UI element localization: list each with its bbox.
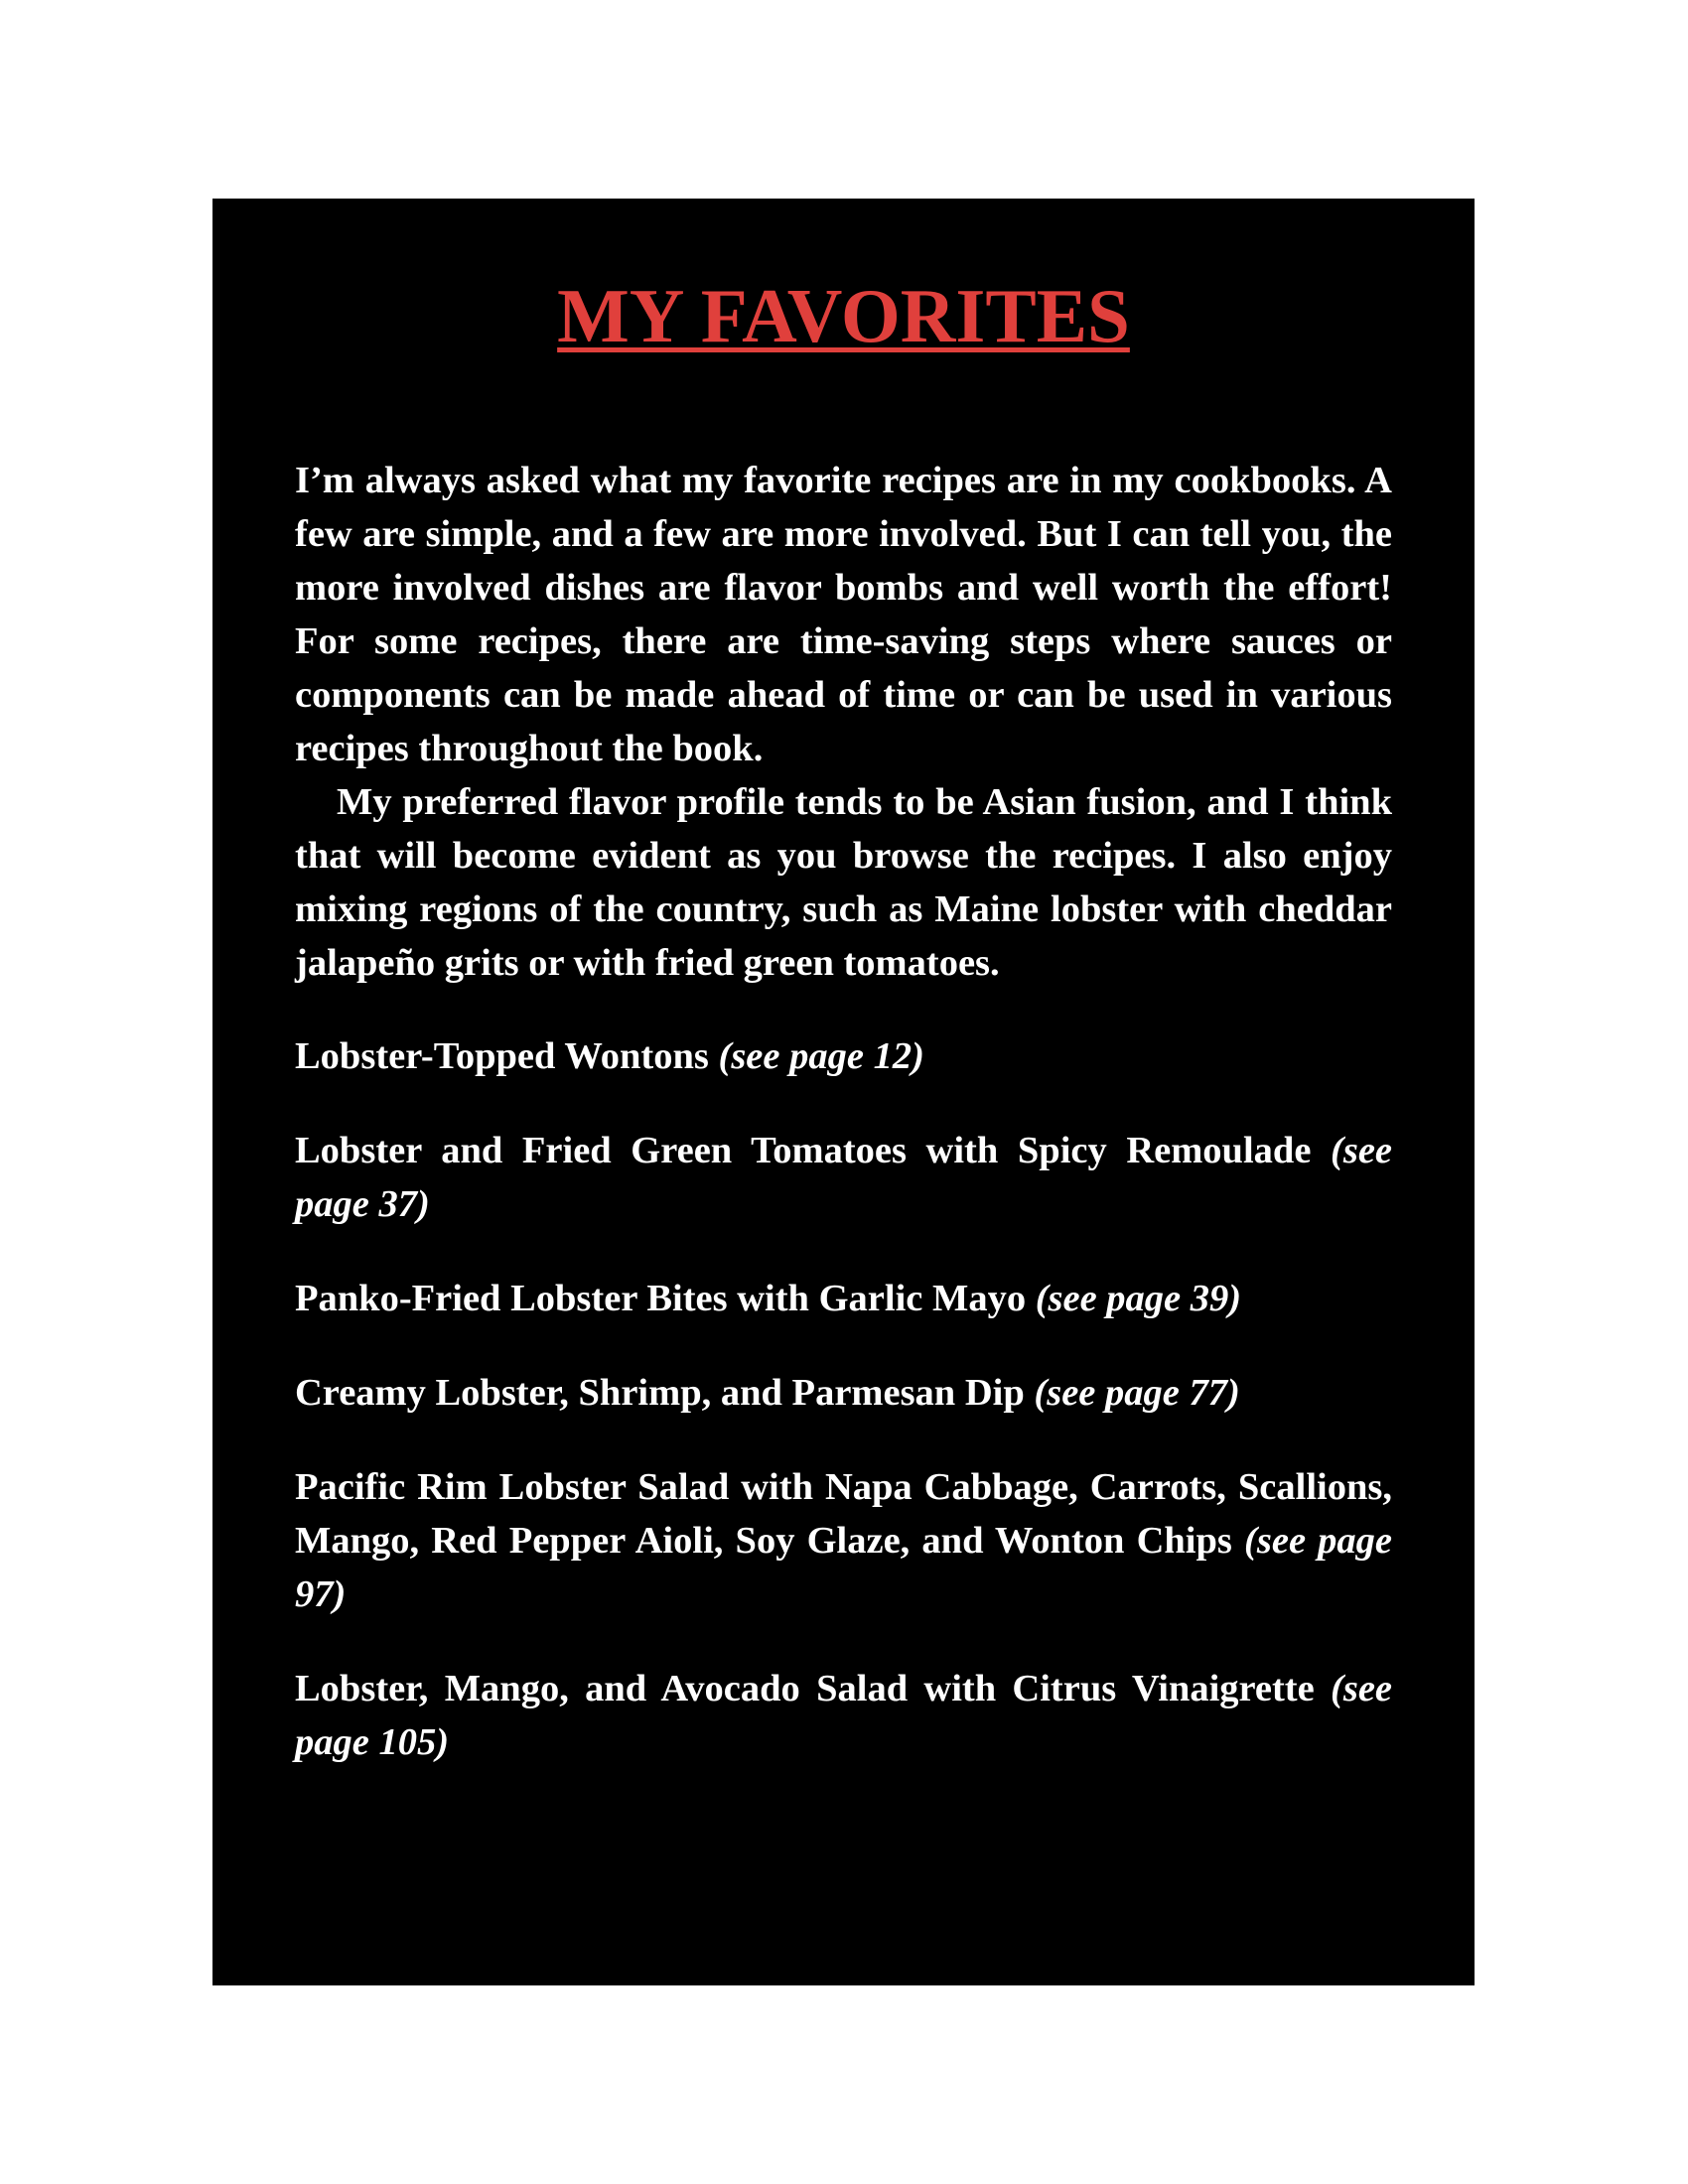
favorites-list xyxy=(295,1029,1392,1769)
list-item xyxy=(295,1662,1392,1769)
recipe-name: Lobster, Mango, and Avocado Salad with Citrus Vinaigrette xyxy=(295,1668,1315,1709)
list-item xyxy=(295,1460,1392,1621)
recipe-name: Creamy Lobster, Shrimp, and Parmesan Dip xyxy=(295,1372,1025,1414)
intro-text xyxy=(295,454,1392,990)
intro-paragraph: I’m always asked what my favorite recipes are in my cookbooks. A few are simple, and a few are more involved. But I can tell you, the more involved dishes are flavor bombs and well worth the effort! For some recipes, there are time-saving steps where sauces or components can be made ahead of time or can be used in various recipes throughout the book. xyxy=(295,460,1392,769)
page-title: MY FAVORITES xyxy=(557,273,1130,358)
page-reference: (see page 77) xyxy=(1034,1372,1240,1414)
recipe-name: Panko-Fried Lobster Bites with Garlic Mayo xyxy=(295,1278,1027,1319)
recipe-name: Lobster-Topped Wontons xyxy=(295,1035,709,1077)
favorites-panel xyxy=(212,199,1475,1985)
recipe-name: Lobster and Fried Green Tomatoes with Spicy Remoulade xyxy=(295,1130,1312,1171)
list-item xyxy=(295,1124,1392,1231)
list-item xyxy=(295,1029,1392,1083)
list-item xyxy=(295,1272,1392,1325)
page-reference: (see page 105) xyxy=(295,1668,1393,1763)
page-reference: (see page 97) xyxy=(295,1520,1393,1615)
page-reference: (see page 39) xyxy=(1035,1278,1242,1319)
page-reference: (see page 12) xyxy=(718,1035,924,1077)
page-reference: (see page 37) xyxy=(295,1130,1392,1225)
list-item xyxy=(295,1366,1392,1420)
recipe-name: Pacific Rim Lobster Salad with Napa Cabbage, Carrots, Scallions, Mango, Red Pepper Aioli, Soy Glaze, and Wonton Chips xyxy=(295,1466,1392,1562)
intro-paragraph: My preferred flavor profile tends to be Asian fusion, and I think that will become evident as you browse the recipes. I also enjoy mixing regions of the country, such as Maine lobster with cheddar jalapeño grits or with fried green tomatoes. xyxy=(295,781,1392,984)
